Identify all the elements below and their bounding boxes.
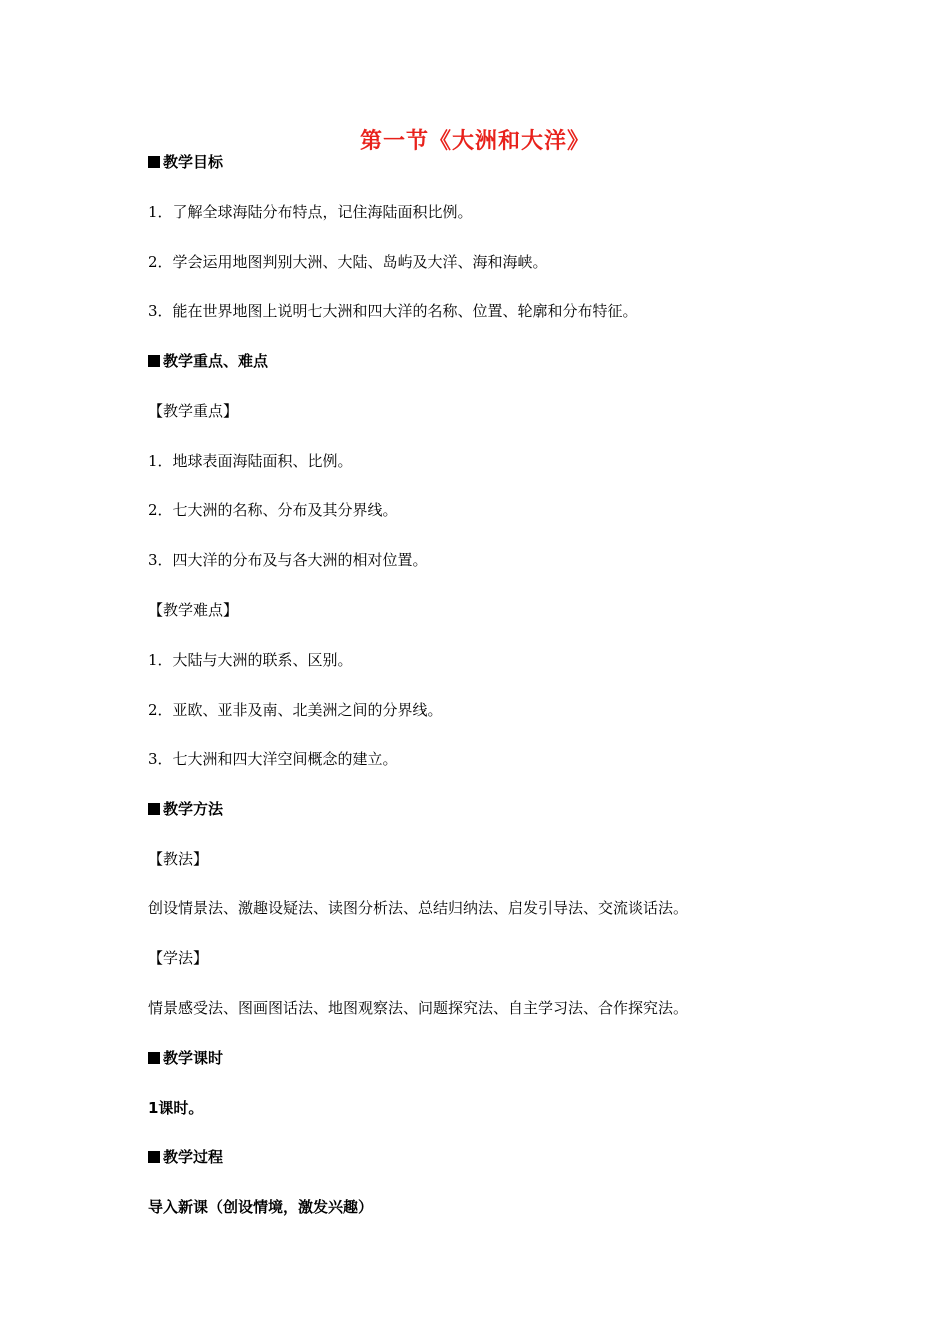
square-bullet-icon: [148, 355, 160, 367]
learning-methods-text: 情景感受法、图画图话法、地图观察法、问题探究法、自主学习法、合作探究法。: [148, 999, 689, 1017]
goal-item: 1．了解全球海陆分布特点，记住海陆面积比例。: [148, 203, 473, 221]
process-intro: 导入新课（创设情境，激发兴趣）: [148, 1198, 374, 1216]
square-bullet-icon: [148, 803, 160, 815]
section-heading-key-points: 教学重点、难点: [148, 351, 268, 371]
subheading-learning: 【学法】: [148, 949, 209, 967]
difficult-item: 2．亚欧、亚非及南、北美洲之间的分界线。: [148, 701, 443, 719]
important-item: 2．七大洲的名称、分布及其分界线。: [148, 501, 398, 519]
difficult-item: 1．大陆与大洲的联系、区别。: [148, 651, 353, 669]
subheading-teaching: 【教法】: [148, 850, 209, 868]
subheading-difficult: 【教学难点】: [148, 601, 239, 619]
square-bullet-icon: [148, 1052, 160, 1064]
section-heading-hours: 教学课时: [148, 1048, 223, 1068]
important-item: 1．地球表面海陆面积、比例。: [148, 452, 353, 470]
square-bullet-icon: [148, 156, 160, 168]
difficult-item: 3．七大洲和四大洋空间概念的建立。: [148, 750, 398, 768]
document-title: 第一节《大洲和大洋》: [359, 129, 590, 154]
square-bullet-icon: [148, 1151, 160, 1163]
teaching-methods-text: 创设情景法、激趣设疑法、读图分析法、总结归纳法、启发引导法、交流谈话法。: [148, 899, 689, 917]
goal-item: 2．学会运用地图判别大洲、大陆、岛屿及大洋、海和海峡。: [148, 253, 548, 271]
hours-text: 1课时。: [148, 1099, 204, 1117]
section-heading-methods: 教学方法: [148, 799, 223, 819]
section-heading-goals: 教学目标: [148, 152, 223, 172]
subheading-important: 【教学重点】: [148, 402, 239, 420]
section-heading-process: 教学过程: [148, 1147, 223, 1167]
important-item: 3．四大洋的分布及与各大洲的相对位置。: [148, 551, 428, 569]
goal-item: 3．能在世界地图上说明七大洲和四大洋的名称、位置、轮廓和分布特征。: [148, 302, 638, 320]
